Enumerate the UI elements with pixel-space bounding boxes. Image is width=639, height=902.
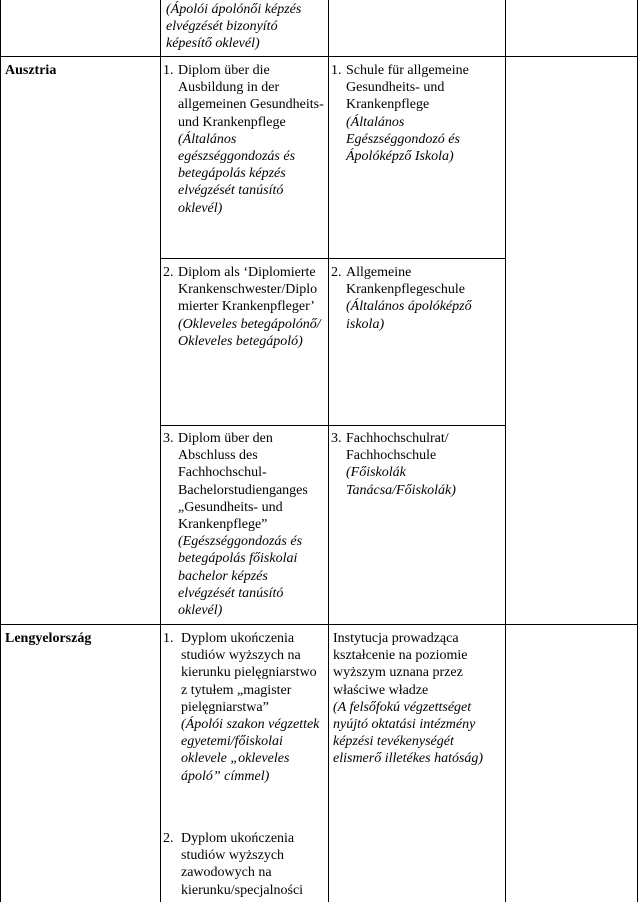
diploma-translation: (Egészséggondozás és betegápolás főiskolai bachelor képzés elvégzését tanúsító oklevél) — [178, 534, 303, 619]
austria-school-2 — [331, 264, 502, 333]
school-name: Allgemeine Krankenpflegeschule — [346, 265, 465, 298]
entry-number: 1. — [163, 631, 174, 646]
entry-number: 2. — [331, 265, 342, 280]
poland-school — [333, 630, 502, 768]
row-divider-austria-3 — [160, 425, 505, 426]
school-translation: (Főiskolák Tanácsa/Főiskolák) — [346, 465, 456, 498]
diploma-translation: (Ápolói szakon végzettek egyetemi/főiskolai oklevele „okleveles ápoló” címmel) — [181, 717, 320, 784]
entry-number: 1. — [163, 63, 174, 78]
column-divider-3 — [505, 0, 506, 902]
diploma-translation: (Általános egészséggondozás és betegápolás képzés elvégzését tanúsító oklevél) — [178, 131, 296, 216]
country-poland: Lengyelország — [5, 631, 92, 646]
column-divider-1 — [160, 0, 161, 902]
diploma-title: Diplom als ‘Diplomierte Krankenschwester/Diplomierter Krankenpfleger’ — [178, 265, 318, 315]
country-austria: Ausztria — [5, 63, 57, 78]
row-divider-austria — [0, 56, 638, 57]
table-border-right — [637, 0, 638, 902]
column-divider-2 — [328, 0, 329, 902]
school-translation: (Általános Egészséggondozó és Ápolóképző Iskola) — [346, 114, 460, 165]
entry-number: 2. — [163, 831, 174, 846]
austria-diploma-1 — [163, 62, 325, 217]
school-name: Schule für allgemeine Gesundheits- und Krankenpflege — [346, 63, 469, 113]
poland-diploma-1 — [163, 630, 325, 785]
table-border-left — [0, 0, 1, 902]
diploma-title: Diplom über den Abschluss des Fachhochschul-Bachelorstudienganges „Gesundheits- und Krankenpflege” — [178, 431, 308, 533]
row-divider-austria-2 — [160, 258, 505, 259]
row-divider-poland — [0, 624, 638, 625]
entry-number: 3. — [331, 431, 342, 446]
austria-diploma-3 — [163, 430, 325, 619]
school-translation: (Általános ápolóképző iskola) — [346, 299, 472, 332]
entry-number: 1. — [331, 63, 342, 78]
austria-school-3 — [331, 430, 502, 499]
school-name: Fachhochschulrat/ Fachhochschule — [346, 431, 449, 464]
school-name: Instytucja prowadząca kształcenie na poziomie wyższym uznana przez właściwe władze — [333, 631, 468, 698]
school-translation: (A felsőfokú végzettséget nyújtó oktatási intézmény képzési tevékenységét elismerő illetékes hatóság) — [333, 699, 484, 767]
austria-diploma-2 — [163, 264, 325, 350]
diploma-title: Dyplom ukończenia studiów wyższych zawodowych na kierunku/specjalności — [181, 831, 304, 898]
austria-school-1 — [331, 62, 502, 165]
entry-number: 3. — [163, 431, 174, 446]
entry-number: 2. — [163, 265, 174, 280]
poland-diploma-2 — [163, 830, 325, 899]
diploma-title: Diplom über die Ausbildung in der allgemeinen Gesundheits- und Krankenpflege — [178, 63, 324, 130]
diploma-title: Dyplom ukończenia studiów wyższych na kierunku pielęgniarstwo z tytułem „magister pielęgniarstwa” — [181, 631, 317, 715]
continuation-text: (Ápolói ápolónői képzés elvégzését bizonyító képesítő oklevél) — [166, 2, 302, 52]
diploma-translation: (Okleveles betegápolónő/Okleveles betegápoló) — [178, 316, 321, 349]
